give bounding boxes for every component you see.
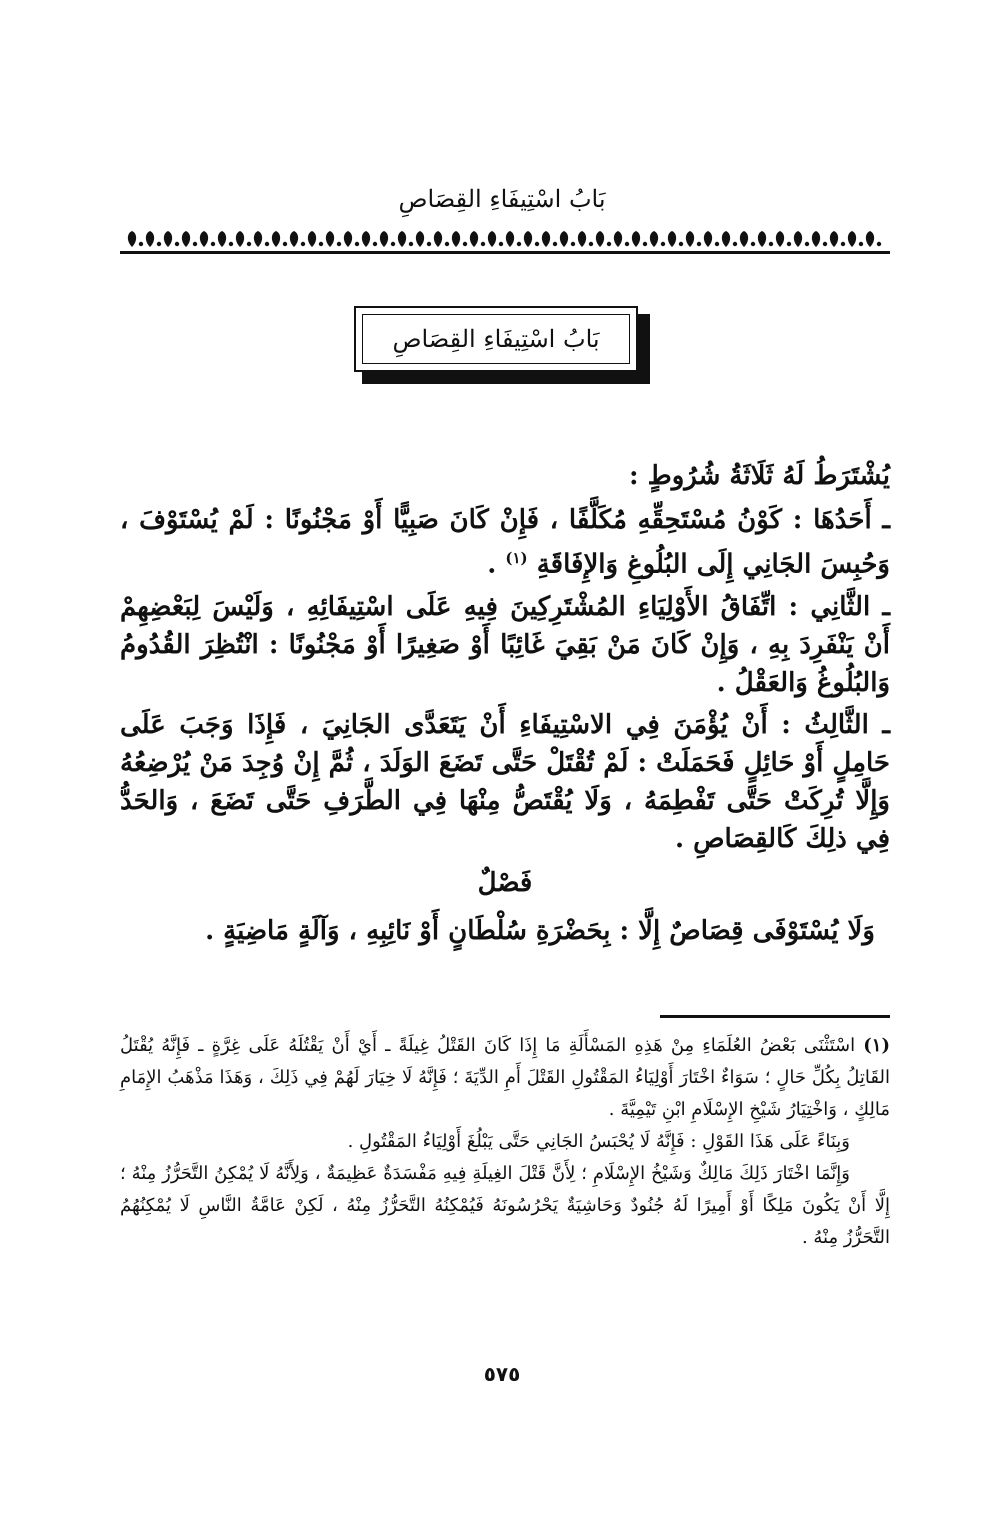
footnote-separator: [660, 1015, 890, 1018]
ornament-motif: [488, 231, 503, 247]
section-heading: فَصْلٌ: [477, 867, 533, 898]
ornament-motif: [362, 231, 377, 247]
decorative-border: [120, 227, 890, 255]
ornament-motif: [128, 231, 143, 247]
ornament-motif: [308, 231, 323, 247]
condition-2: ـ الثَّانِي : اتِّفَاقُ الأَوْلِيَاءِ المُشْتَرِكِينَ فِيهِ عَلَى اسْتِيفَائِهِ ، وَلَيْسَ لِبَعْضِهِمْ أَنْ يَنْفَرِدَ بِهِ ، وَإِنْ كَانَ مَنْ بَقِيَ غَائِبًا أَوْ صَغِيرًا أَوْ مَجْنُونًا : انْتُظِرَ القُدُومُ وَالبُلُوغُ وَالعَقْلُ .: [120, 591, 890, 698]
ornament-motif: [812, 231, 827, 247]
running-head: بَابُ اسْتِيفَاءِ القِصَاصِ: [398, 185, 606, 213]
ornament-motif: [380, 231, 395, 247]
footnote-paragraph-2: وَبِنَاءً عَلَى هَذَا القَوْلِ : فَإِنَّهُ لَا يُحْبَسُ الجَانِي حَتَّى يَبْلُغَ أَوْلِيَاءُ المَقْتُولِ .: [347, 1131, 850, 1152]
ornament-motif: [146, 231, 161, 247]
ornament-motif: [722, 231, 737, 247]
ornament-motif: [290, 231, 305, 247]
ornament-motif: [452, 231, 467, 247]
ornament-motif: [668, 231, 683, 247]
ornament-motif: [794, 231, 809, 247]
ornament-motif: [182, 231, 197, 247]
ornament-motif: [326, 231, 341, 247]
ornament-motif: [218, 231, 233, 247]
footnote-1-text: اسْتَثْنَى بَعْضُ العُلَمَاءِ مِنْ هَذِهِ المَسْأَلَةِ مَا إِذَا كَانَ القَتْلُ غِيلَةً ـ أَيْ أَنْ يَقْتُلَهُ عَلَى غِرَّةٍ ـ فَإِنَّهُ يُقْتَلُ القَاتِلُ بِكُلِّ حَالٍ ؛ سَوَاءٌ اخْتَارَ أَوْلِيَاءُ المَقْتُولِ القَتْلَ أَمِ الدِّيَةَ ؛ فَإِنَّهُ لَا خِيَارَ لَهُمْ فِي ذَلِكَ ، وَهَذَا مَذْهَبُ الإِمَامِ مَالِكٍ ، وَاخْتِيَارُ شَيْخِ الإِسْلَامِ ابْنِ تَيْمِيَّةَ .: [120, 1035, 890, 1120]
ornament-motif: [632, 231, 647, 247]
ornament-motif: [776, 231, 791, 247]
ornament-motif: [866, 231, 881, 247]
page-number: ٥٧٥: [483, 1362, 521, 1386]
footnote-number: (١): [863, 1035, 890, 1056]
footnotes: [120, 1030, 890, 1254]
ornament-motif: [704, 231, 719, 247]
ornament-motif: [596, 231, 611, 247]
ornament-pattern: [120, 227, 890, 255]
intro-line: يُشْتَرَطُ لَهُ ثَلَاثَةُ شُرُوطٍ :: [629, 461, 890, 491]
ornament-motif: [434, 231, 449, 247]
condition-1-text: ـ أَحَدُهَا : كَوْنُ مُسْتَحِقِّهِ مُكَلَّفًا ، فَإِنْ كَانَ صَبِيًّا أَوْ مَجْنُونًا : لَمْ يُسْتَوْفَ ، وَحُبِسَ الجَانِي إِلَى البُلُوغِ وَالإِفَاقَةِ: [120, 505, 890, 580]
ornament-motif: [236, 231, 251, 247]
ornament-motif: [758, 231, 773, 247]
footnote-paragraph-3: وَإِنَّمَا اخْتَارَ ذَلِكَ مَالِكٌ وَشَيْخُ الإِسْلَامِ ؛ لِأَنَّ قَتْلَ الغِيلَةِ فِيهِ مَفْسَدَةٌ عَظِيمَةٌ ، وَلِأَنَّهُ لَا يُمْكِنُ التَّحَرُّزُ مِنْهُ ؛ إِلَّا أَنْ يَكُونَ مَلِكًا أَوْ أَمِيرًا لَهُ جُنُودٌ وَحَاشِيَةٌ يَحْرُسُونَهُ فَيُمْكِنُهُ التَّحَرُّزُ مِنْهُ ، لَكِنْ عَامَّةُ النَّاسِ لَا يُمْكِنُهُمُ التَّحَرُّزُ مِنْهُ .: [120, 1163, 890, 1248]
footnote-marker: (١): [505, 549, 528, 567]
ornament-motif: [614, 231, 629, 247]
ornament-motif: [524, 231, 539, 247]
ornament-motif: [740, 231, 755, 247]
ornament-motif: [848, 231, 863, 247]
section-text: وَلَا يُسْتَوْفَى قِصَاصٌ إِلَّا : بِحَضْرَةِ سُلْطَانٍ أَوْ نَائِبِهِ ، وَآلَةٍ مَاضِيَةٍ .: [205, 915, 875, 946]
ornament-motif: [200, 231, 215, 247]
ornament-motif: [398, 231, 413, 247]
ornament-motif: [560, 231, 575, 247]
ornament-underline: [120, 251, 890, 254]
ornament-motif: [344, 231, 359, 247]
ornament-motif: [830, 231, 845, 247]
ornament-motif: [272, 231, 287, 247]
ornament-motif: [686, 231, 701, 247]
ornament-motif: [578, 231, 593, 247]
ornament-motif: [506, 231, 521, 247]
ornament-motif: [254, 231, 269, 247]
ornament-motif: [470, 231, 485, 247]
ornament-motif: [416, 231, 431, 247]
ornament-motif: [164, 231, 179, 247]
condition-3: ـ الثَّالِثُ : أَنْ يُؤْمَنَ فِي الاسْتِيفَاءِ أَنْ يَتَعَدَّى الجَانِيَ ، فَإِذَا وَجَبَ عَلَى حَامِلٍ أَوْ حَائِلٍ فَحَمَلَتْ : لَمْ تُقْتَلْ حَتَّى تَضَعَ الوَلَدَ ، ثُمَّ إِنْ وُجِدَ مَنْ يُرْضِعُهُ وَإِلَّا تُرِكَتْ حَتَّى تَفْطِمَهُ ، وَلَا يُقْتَصُّ مِنْهَا فِي الطَّرَفِ حَتَّى تَضَعَ ، وَالحَدُّ فِي ذلِكَ كَالقِصَاصِ .: [120, 709, 890, 854]
chapter-title-box: [354, 306, 638, 372]
ornament-motif: [650, 231, 665, 247]
ornament-motif: [542, 231, 557, 247]
chapter-title: بَابُ اسْتِيفَاءِ القِصَاصِ: [362, 314, 630, 364]
main-text: [120, 457, 890, 954]
condition-1-end: .: [487, 549, 506, 580]
footnote-1: [120, 1030, 890, 1126]
condition-1: [120, 501, 890, 584]
